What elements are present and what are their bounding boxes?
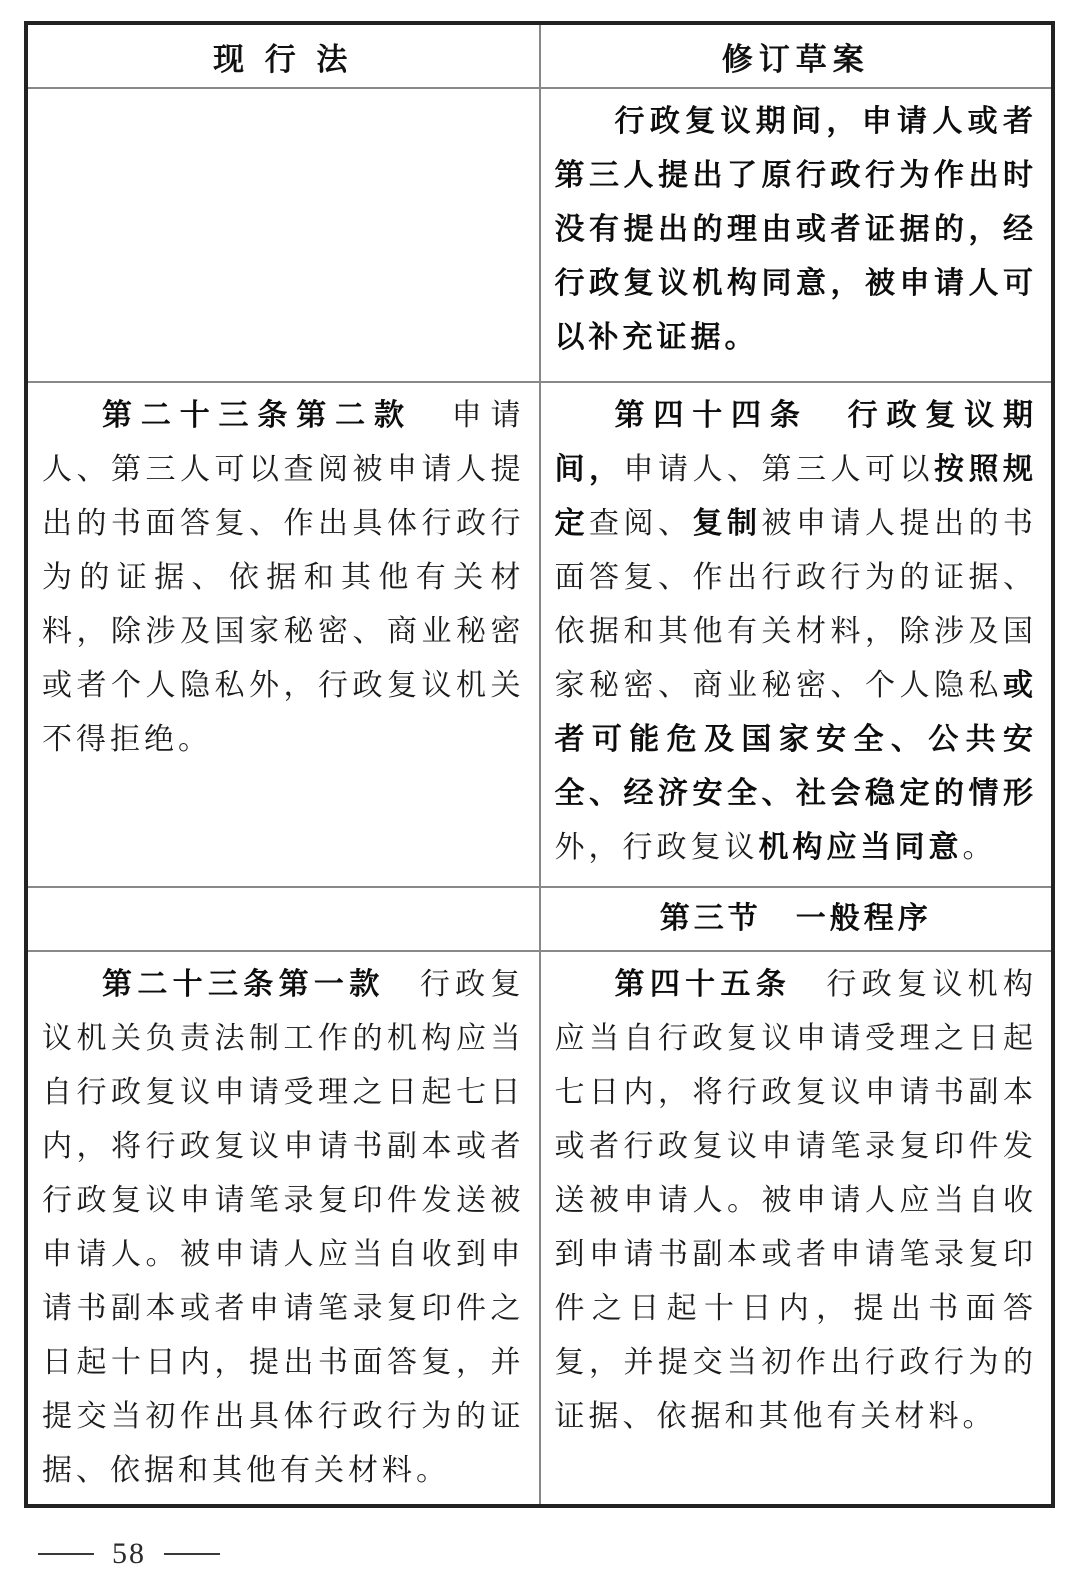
- footer-dash-icon: [38, 1553, 94, 1555]
- footer-dash-icon: [164, 1553, 220, 1555]
- body-text: 外，行政复议: [554, 831, 759, 864]
- page-number: 58: [112, 1537, 146, 1570]
- emphasized-text: 复制: [692, 507, 762, 540]
- column-header-current-law: 现 行 法: [26, 23, 540, 88]
- header-row: [26, 23, 1053, 88]
- cell-right: [540, 887, 1054, 951]
- table-row: [26, 88, 1053, 382]
- cell-left: [26, 887, 540, 951]
- cell-right: [540, 88, 1054, 382]
- emphasized-text: 按照规定: [554, 453, 1037, 540]
- emphasized-text: 第四十四条: [614, 399, 809, 432]
- cell-right: [540, 382, 1054, 887]
- emphasized-text: 第二十三条第二款: [102, 399, 413, 432]
- body-text: 。: [962, 831, 997, 864]
- body-text: 行政复议机关负责法制工作的机构应当自行政复议申请受理之日起七日内，将行政复议申请书副本或者行政复议申请笔录复印件发送被申请人。被申请人应当自收到申请书副本或者申请笔录复印件之日起十日内，提出书面答复，并提交当初作出具体行政行为的证据、依据和其他有关材料。: [42, 968, 525, 1487]
- cell-left: [26, 88, 540, 382]
- table-header: [26, 23, 1053, 88]
- paragraph: [555, 890, 1038, 948]
- emphasized-text: 机构应当同意: [758, 831, 963, 864]
- cell-left: [26, 951, 540, 1506]
- cell-right: [540, 951, 1054, 1506]
- body-text: 被申请人提出的书面答复、作出行政行为的证据、依据和其他有关材料，除涉及国家秘密、商业秘密、个人隐私: [554, 507, 1037, 702]
- emphasized-text: 第二十三条第一款: [102, 968, 385, 1001]
- comparison-table-body: [26, 88, 1053, 1506]
- paragraph: [555, 958, 1038, 1444]
- body-text: 申请人、第三人可以: [623, 453, 934, 486]
- column-header-revised-draft: 修订草案: [540, 23, 1054, 88]
- paragraph: [42, 958, 525, 1498]
- paragraph: [555, 389, 1038, 875]
- body-text: 查阅、: [589, 507, 693, 540]
- body-text: 行政复议机构应当自行政复议申请受理之日起七日内，将行政复议申请书副本或者行政复议申请笔录复印件发送被申请人。被申请人应当自收到申请书副本或者申请笔录复印件之日起十日内，提出书面答复，并提交当初作出行政行为的证据、依据和其他有关材料。: [554, 968, 1038, 1433]
- table-row: [26, 382, 1053, 887]
- emphasized-text: 第四十五条: [614, 968, 792, 1001]
- page-footer: [38, 1537, 220, 1571]
- body-text: 申请人、第三人可以查阅被申请人提出的书面答复、作出具体行政行为的证据、依据和其他有关材料，除涉及国家秘密、商业秘密或者个人隐私外，行政复议机关不得拒绝。: [42, 399, 525, 756]
- emphasized-text: 第三节 一般程序: [659, 902, 932, 935]
- law-comparison-table: [24, 21, 1055, 1508]
- emphasized-text: 行政复议期间，申请人或者第三人提出了原行政行为作出时没有提出的理由或者证据的，经行政复议机构同意，被申请人可以补充证据。: [554, 105, 1037, 354]
- paragraph: [42, 389, 525, 767]
- paragraph: [555, 95, 1038, 365]
- body-text: [809, 399, 848, 432]
- cell-left: [26, 382, 540, 887]
- section-row: [26, 887, 1053, 951]
- emphasized-text: 行政复议期间，: [554, 399, 1038, 486]
- table-row: [26, 951, 1053, 1506]
- emphasized-text: 或者可能危及国家安全、公共安全、经济安全、社会稳定的情形: [554, 669, 1037, 810]
